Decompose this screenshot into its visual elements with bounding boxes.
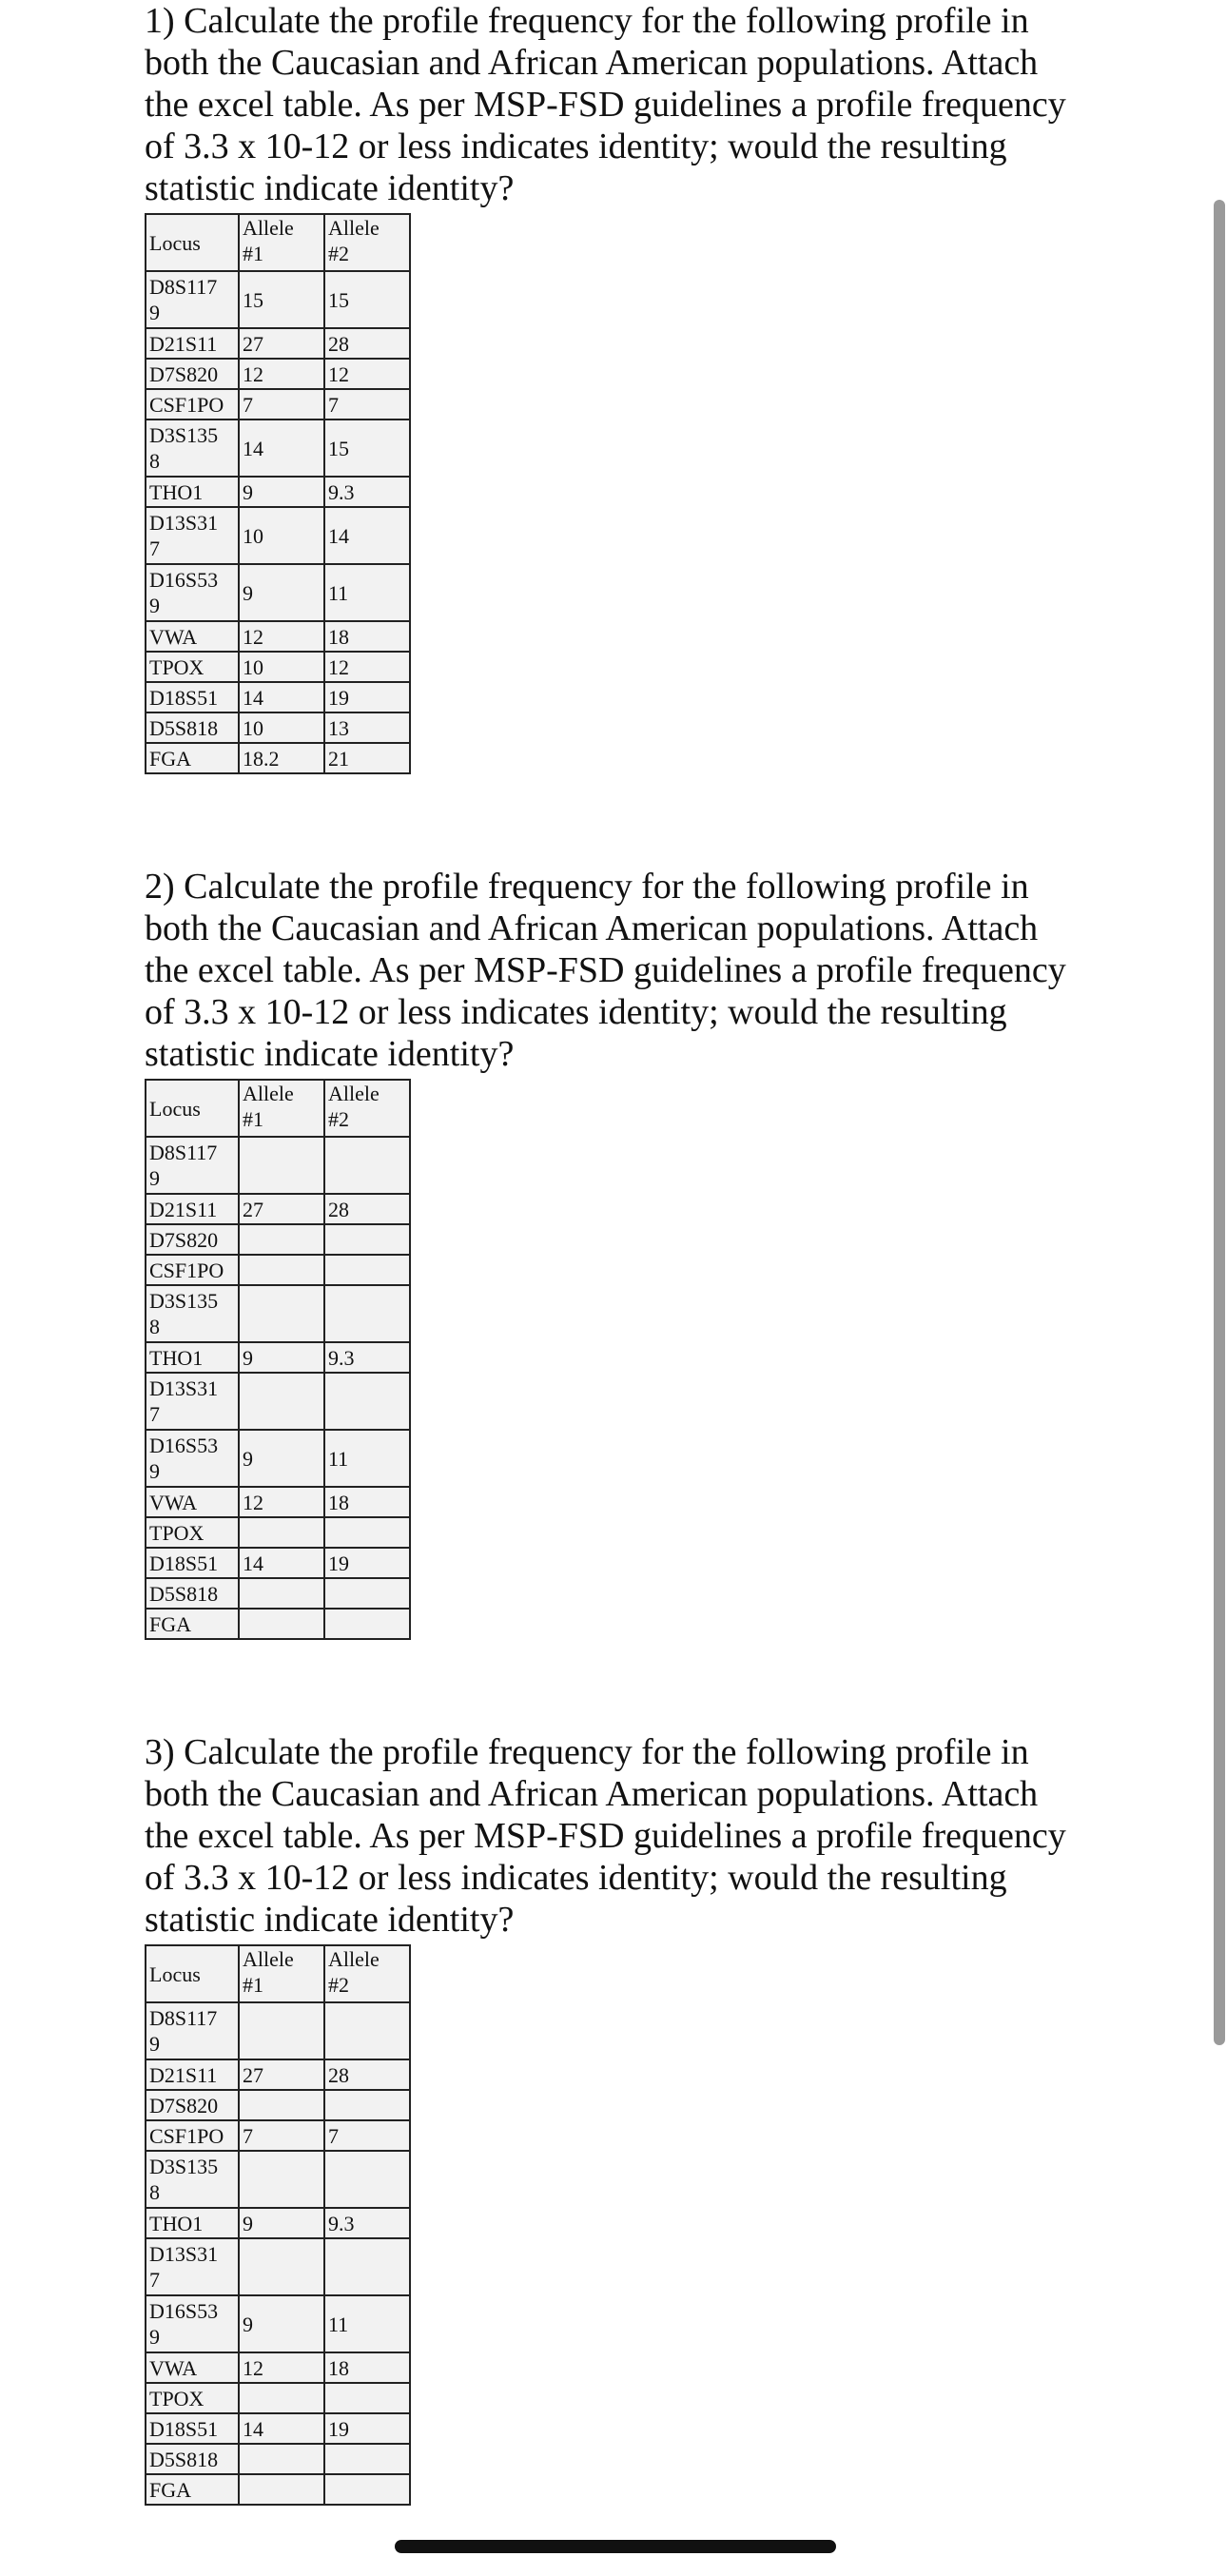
allele-1-cell: 10: [239, 652, 324, 682]
table-row: [146, 2444, 410, 2474]
allele-2-cell: 28: [324, 328, 410, 359]
locus-cell: D5S818: [146, 1578, 239, 1609]
header-allele-1: Allele #1: [239, 214, 324, 271]
table-row: [146, 1517, 410, 1548]
question-3-text: 3) Calculate the profile frequency for the following profile in both the Caucasian and African American populations. Attach the excel table. As per MSP-FSD guidelines a profile frequency of 3.3 x 10-12 or less indicates identity; would the resulting statistic indicate identity?: [145, 1732, 1066, 1940]
allele-2-cell: 19: [324, 682, 410, 712]
locus-cell: D18S51: [146, 682, 239, 712]
allele-1-cell: 9: [239, 477, 324, 507]
table-row: [146, 682, 410, 712]
locus-cell: FGA: [146, 743, 239, 773]
table-row: [146, 477, 410, 507]
allele-1-cell: 9: [239, 2208, 324, 2238]
table-row: [146, 507, 410, 564]
locus-cell: CSF1PO: [146, 1255, 239, 1285]
table-row: [146, 564, 410, 621]
table-row: [146, 359, 410, 389]
locus-cell: D8S117 9: [146, 2002, 239, 2059]
header-allele-2: Allele #2: [324, 1080, 410, 1137]
table-row: [146, 2208, 410, 2238]
allele-2-cell: 18: [324, 1487, 410, 1517]
allele-2-cell: [324, 1285, 410, 1342]
question-2-text: 2) Calculate the profile frequency for the following profile in both the Caucasian and African American populations. Attach the excel table. As per MSP-FSD guidelines a profile frequency of 3.3 x 10-12 or less indicates identity; would the resulting statistic indicate identity?: [145, 867, 1066, 1074]
allele-2-cell: 12: [324, 652, 410, 682]
allele-1-cell: [239, 2090, 324, 2120]
locus-cell: D7S820: [146, 359, 239, 389]
header-allele-1: Allele #1: [239, 1945, 324, 2002]
allele-2-cell: 15: [324, 271, 410, 328]
allele-2-cell: 19: [324, 1548, 410, 1578]
allele-2-cell: 12: [324, 359, 410, 389]
table-row: [146, 389, 410, 420]
allele-1-cell: [239, 2474, 324, 2505]
question-3-table: [145, 1944, 411, 2506]
locus-cell: D21S11: [146, 328, 239, 359]
allele-2-cell: 7: [324, 389, 410, 420]
allele-1-cell: 10: [239, 712, 324, 743]
header-locus: Locus: [146, 214, 239, 271]
allele-1-cell: 12: [239, 1487, 324, 1517]
allele-1-cell: 9: [239, 564, 324, 621]
allele-2-cell: 9.3: [324, 1342, 410, 1373]
table-header-row: [146, 1080, 410, 1137]
locus-cell: D13S31 7: [146, 507, 239, 564]
locus-cell: THO1: [146, 477, 239, 507]
table-row: [146, 2295, 410, 2352]
locus-cell: FGA: [146, 1609, 239, 1639]
locus-cell: VWA: [146, 2352, 239, 2383]
allele-2-cell: [324, 1609, 410, 1639]
allele-1-cell: [239, 1609, 324, 1639]
allele-2-cell: 14: [324, 507, 410, 564]
locus-cell: TPOX: [146, 652, 239, 682]
table-row: [146, 1487, 410, 1517]
locus-cell: D18S51: [146, 2413, 239, 2444]
locus-cell: D5S818: [146, 712, 239, 743]
allele-2-cell: 7: [324, 2120, 410, 2151]
allele-2-cell: 9.3: [324, 2208, 410, 2238]
locus-cell: D5S818: [146, 2444, 239, 2474]
table-row: [146, 2352, 410, 2383]
header-allele-2: Allele #2: [324, 214, 410, 271]
allele-1-cell: [239, 1517, 324, 1548]
allele-1-cell: 14: [239, 2413, 324, 2444]
locus-cell: D7S820: [146, 1224, 239, 1255]
locus-cell: D3S135 8: [146, 1285, 239, 1342]
allele-2-cell: 18: [324, 2352, 410, 2383]
allele-1-cell: [239, 2151, 324, 2208]
table-row: [146, 2383, 410, 2413]
allele-2-cell: [324, 1224, 410, 1255]
locus-cell: D13S31 7: [146, 2238, 239, 2295]
allele-1-cell: 12: [239, 2352, 324, 2383]
question-2-table: [145, 1079, 411, 1640]
allele-1-cell: 14: [239, 682, 324, 712]
allele-2-cell: [324, 1373, 410, 1430]
allele-2-cell: [324, 2238, 410, 2295]
allele-1-cell: [239, 2002, 324, 2059]
allele-1-cell: 10: [239, 507, 324, 564]
locus-cell: D16S53 9: [146, 1430, 239, 1487]
table-row: [146, 271, 410, 328]
table-row: [146, 2151, 410, 2208]
allele-2-cell: [324, 2383, 410, 2413]
table-row: [146, 1578, 410, 1609]
table-row: [146, 2413, 410, 2444]
allele-1-cell: 12: [239, 359, 324, 389]
locus-cell: CSF1PO: [146, 389, 239, 420]
locus-cell: D16S53 9: [146, 2295, 239, 2352]
table-row: [146, 1430, 410, 1487]
allele-2-cell: [324, 2090, 410, 2120]
allele-1-cell: [239, 2444, 324, 2474]
allele-2-cell: [324, 1517, 410, 1548]
allele-2-cell: [324, 2444, 410, 2474]
allele-2-cell: [324, 2002, 410, 2059]
locus-cell: D13S31 7: [146, 1373, 239, 1430]
allele-2-cell: 13: [324, 712, 410, 743]
table-row: [146, 420, 410, 477]
table-row: [146, 1194, 410, 1224]
table-row: [146, 1373, 410, 1430]
table-header-row: [146, 214, 410, 271]
allele-2-cell: 18: [324, 621, 410, 652]
locus-cell: VWA: [146, 621, 239, 652]
allele-1-cell: 27: [239, 328, 324, 359]
table-row: [146, 2090, 410, 2120]
allele-2-cell: 15: [324, 420, 410, 477]
allele-1-cell: 7: [239, 389, 324, 420]
table-header-row: [146, 1945, 410, 2002]
allele-1-cell: 9: [239, 1430, 324, 1487]
allele-2-cell: 21: [324, 743, 410, 773]
allele-2-cell: 11: [324, 1430, 410, 1487]
table-row: [146, 621, 410, 652]
allele-2-cell: [324, 1255, 410, 1285]
allele-2-cell: 11: [324, 2295, 410, 2352]
allele-1-cell: [239, 1137, 324, 1194]
table-row: [146, 2238, 410, 2295]
locus-cell: D21S11: [146, 1194, 239, 1224]
allele-1-cell: [239, 1373, 324, 1430]
table-row: [146, 652, 410, 682]
table-row: [146, 1137, 410, 1194]
locus-cell: D3S135 8: [146, 420, 239, 477]
allele-1-cell: [239, 1285, 324, 1342]
allele-1-cell: [239, 1255, 324, 1285]
allele-2-cell: 28: [324, 2059, 410, 2090]
allele-1-cell: 27: [239, 1194, 324, 1224]
locus-cell: THO1: [146, 1342, 239, 1373]
allele-1-cell: [239, 2238, 324, 2295]
allele-2-cell: 28: [324, 1194, 410, 1224]
table-row: [146, 712, 410, 743]
locus-cell: D8S117 9: [146, 1137, 239, 1194]
allele-1-cell: 9: [239, 2295, 324, 2352]
locus-cell: TPOX: [146, 1517, 239, 1548]
question-1-table: [145, 213, 411, 774]
allele-1-cell: 14: [239, 420, 324, 477]
table-row: [146, 2120, 410, 2151]
locus-cell: D16S53 9: [146, 564, 239, 621]
table-row: [146, 2474, 410, 2505]
locus-cell: THO1: [146, 2208, 239, 2238]
table-row: [146, 1342, 410, 1373]
allele-2-cell: [324, 1137, 410, 1194]
allele-2-cell: [324, 1578, 410, 1609]
table-row: [146, 1285, 410, 1342]
table-row: [146, 2059, 410, 2090]
locus-cell: CSF1PO: [146, 2120, 239, 2151]
allele-2-cell: 9.3: [324, 477, 410, 507]
header-allele-1: Allele #1: [239, 1080, 324, 1137]
locus-cell: TPOX: [146, 2383, 239, 2413]
locus-cell: D7S820: [146, 2090, 239, 2120]
table-row: [146, 328, 410, 359]
allele-1-cell: 7: [239, 2120, 324, 2151]
allele-2-cell: 19: [324, 2413, 410, 2444]
table-row: [146, 1609, 410, 1639]
allele-1-cell: 27: [239, 2059, 324, 2090]
locus-cell: D3S135 8: [146, 2151, 239, 2208]
allele-1-cell: 15: [239, 271, 324, 328]
locus-cell: FGA: [146, 2474, 239, 2505]
allele-1-cell: 14: [239, 1548, 324, 1578]
allele-2-cell: [324, 2151, 410, 2208]
allele-1-cell: [239, 1578, 324, 1609]
table-row: [146, 1548, 410, 1578]
home-indicator[interactable]: [395, 2540, 836, 2553]
locus-cell: D21S11: [146, 2059, 239, 2090]
header-locus: Locus: [146, 1945, 239, 2002]
allele-1-cell: 9: [239, 1342, 324, 1373]
allele-1-cell: 12: [239, 621, 324, 652]
header-allele-2: Allele #2: [324, 1945, 410, 2002]
table-row: [146, 743, 410, 773]
table-row: [146, 2002, 410, 2059]
allele-2-cell: [324, 2474, 410, 2505]
allele-1-cell: 18.2: [239, 743, 324, 773]
locus-cell: VWA: [146, 1487, 239, 1517]
allele-1-cell: [239, 2383, 324, 2413]
header-locus: Locus: [146, 1080, 239, 1137]
table-row: [146, 1224, 410, 1255]
locus-cell: D8S117 9: [146, 271, 239, 328]
table-row: [146, 1255, 410, 1285]
allele-1-cell: [239, 1224, 324, 1255]
allele-2-cell: 11: [324, 564, 410, 621]
locus-cell: D18S51: [146, 1548, 239, 1578]
question-1-text: 1) Calculate the profile frequency for the following profile in both the Caucasian and African American populations. Attach the excel table. As per MSP-FSD guidelines a profile frequency of 3.3 x 10-12 or less indicates identity; would the resulting statistic indicate identity?: [145, 1, 1066, 208]
scrollbar[interactable]: [1214, 200, 1225, 2045]
